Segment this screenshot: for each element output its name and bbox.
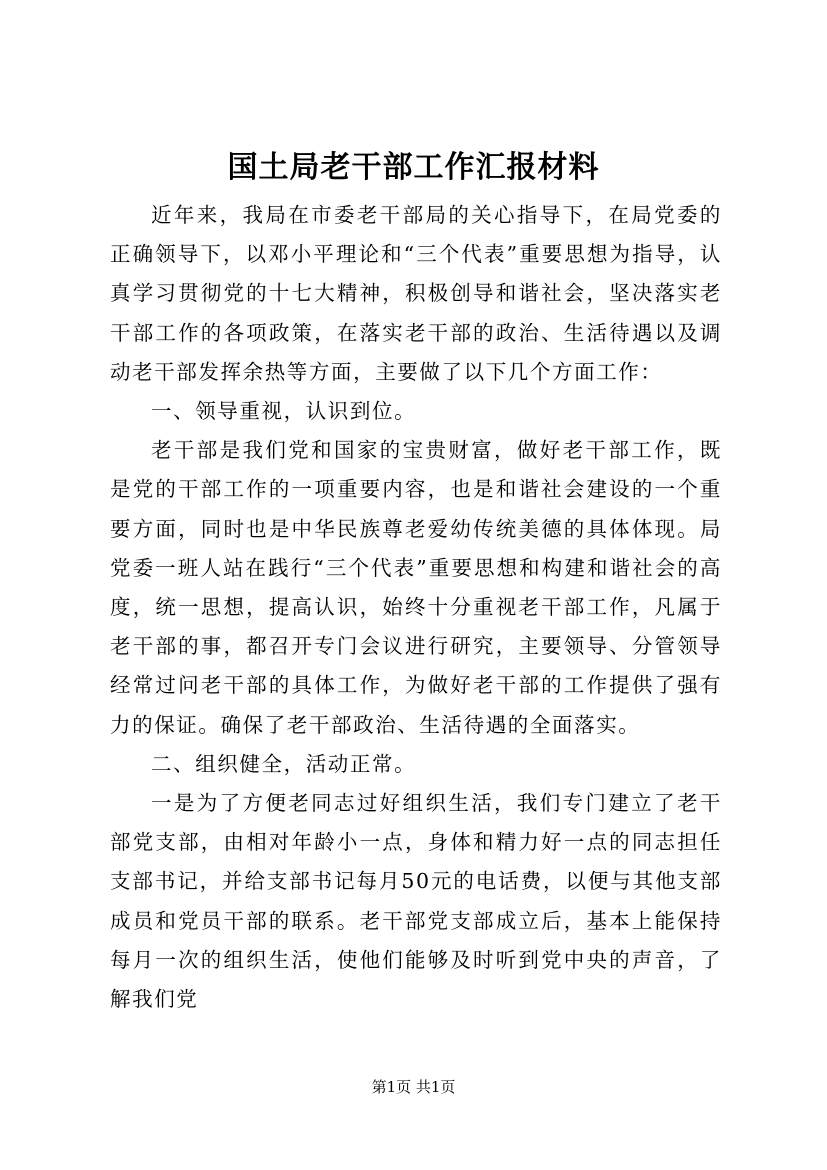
document-body (110, 196, 722, 1019)
paragraph-section-2: 一是为了方便老同志过好组织生活，我们专门建立了老干部党支部，由相对年龄小一点，身体和精力好一点的同志担任支部书记，并给支部书记每月50元的电话费，以便与其他支部成员和党员干部的联系。老干部党支部成立后，基本上能保持每月一次的组织生活，使他们能够及时听到党中央的声音，了解我们党 (110, 791, 722, 1012)
section-heading-2: 二、组织健全，活动正常。 (151, 751, 417, 776)
page-footer: 第1页 共1页 (371, 1078, 456, 1096)
section-heading-1: 一、领导重视，认识到位。 (151, 399, 417, 424)
document-title: 国土局老干部工作汇报材料 (227, 150, 600, 185)
paragraph-section-1: 老干部是我们党和国家的宝贵财富，做好老干部工作，既是党的干部工作的一项重要内容，也是和谐社会建设的一个重要方面，同时也是中华民族尊老爱幼传统美德的具体体现。局党委一班人站在践行“三个代表”重要思想和构建和谐社会的高度，统一思想，提高认识，始终十分重视老干部工作，凡属于老干部的事，都召开专门会议进行研究，主要领导、分管领导经常过问老干部的具体工作，为做好老干部的工作提供了强有力的保证。确保了老干部政治、生活待遇的全面落实。 (110, 438, 722, 737)
paragraph-intro: 近年来，我局在市委老干部局的关心指导下，在局党委的正确领导下，以邓小平理论和“三个代表”重要思想为指导，认真学习贯彻党的十七大精神，积极创导和谐社会，坚决落实老干部工作的各项政策，在落实老干部的政治、生活待遇以及调动老干部发挥余热等方面，主要做了以下几个方面工作： (110, 203, 722, 384)
